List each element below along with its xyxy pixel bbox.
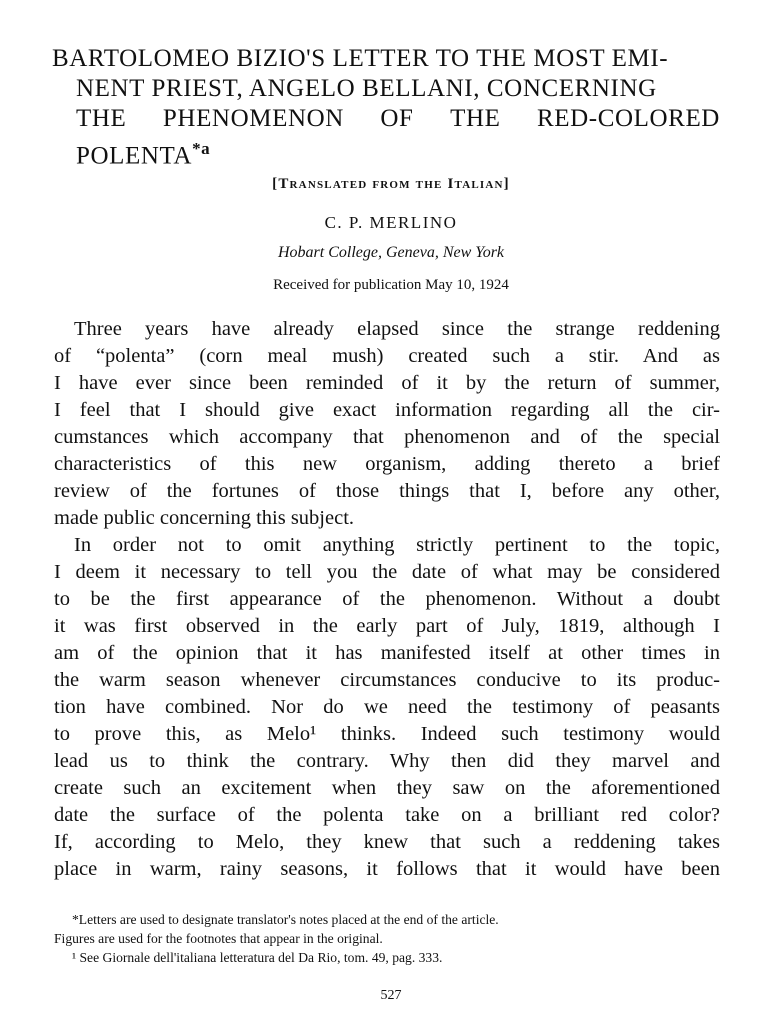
- received-date: Received for publication May 10, 1924: [273, 277, 509, 293]
- title-line-2: NENT PRIEST, ANGELO BELLANI, CONCERNING: [76, 75, 657, 102]
- body-line: to be the first appearance of the phenomenon. Without a doubt: [54, 588, 720, 610]
- body-line: In order not to omit anything strictly pertinent to the topic,: [74, 534, 720, 556]
- title-line-1: BARTOLOMEO BIZIO'S LETTER TO THE MOST EMI-: [52, 45, 669, 72]
- body-line: am of the opinion that it has manifested itself at other times in: [54, 642, 720, 664]
- body-line: date the surface of the polenta take on a brilliant red color?: [54, 804, 720, 826]
- page-number: 527: [380, 988, 402, 1003]
- body-line: it was first observed in the early part of July, 1819, although I: [54, 615, 720, 637]
- title-word: THE: [76, 105, 127, 132]
- body-line: lead us to think the contrary. Why then did they marvel and: [54, 750, 720, 772]
- article-title: [52, 44, 720, 171]
- body-line: characteristics of this new organism, adding thereto a brief: [54, 453, 720, 475]
- body-line: I deem it necessary to tell you the date of what may be considered: [54, 561, 720, 583]
- article-body: [54, 316, 720, 883]
- translator-note-mark: *a: [192, 139, 211, 158]
- body-line: to prove this, as Melo¹ thinks. Indeed such testimony would: [54, 723, 720, 745]
- footnote-figures: Figures are used for the footnotes that appear in the original.: [54, 931, 383, 946]
- body-line: the warm season whenever circumstances conducive to its produc-: [54, 669, 720, 691]
- title-line-4-text: POLENTA: [76, 142, 193, 170]
- title-word: PHENOMENON: [162, 105, 344, 132]
- body-line: Three years have already elapsed since the strange reddening: [74, 318, 720, 340]
- footnote-1: ¹ See Giornale dell'italiana letteratura del Da Rio, tom. 49, pag. 333.: [72, 950, 443, 965]
- footnotes: [54, 910, 720, 967]
- body-line: review of the fortunes of those things that I, before any other,: [54, 480, 720, 502]
- body-line: cumstances which accompany that phenomenon and of the special: [54, 426, 720, 448]
- body-line: of “polenta” (corn meal mush) created such a stir. And as: [54, 345, 720, 367]
- title-word: THE: [450, 105, 501, 132]
- body-line: If, according to Melo, they knew that such a reddening takes: [54, 831, 720, 853]
- title-word: RED-COLORED: [536, 105, 720, 132]
- body-line: made public concerning this subject.: [54, 507, 355, 529]
- title-word: OF: [380, 105, 414, 132]
- body-line: tion have combined. Nor do we need the testimony of peasants: [54, 696, 720, 718]
- title-line-3: [52, 104, 720, 134]
- title-line-4: [52, 134, 720, 171]
- footnote-translator: *Letters are used to designate translator's notes placed at the end of the article.: [72, 912, 499, 927]
- body-line: I have ever since been reminded of it by the return of summer,: [54, 372, 720, 394]
- body-line: I feel that I should give exact information regarding all the cir-: [54, 399, 720, 421]
- translation-note: [Translated from the Italian]: [272, 176, 510, 192]
- author-name: C. P. MERLINO: [324, 213, 458, 232]
- body-line: place in warm, rainy seasons, it follows that it would have been: [54, 858, 720, 880]
- body-line: create such an excitement when they saw on the aforementioned: [54, 777, 720, 799]
- author-affiliation: Hobart College, Geneva, New York: [277, 244, 505, 261]
